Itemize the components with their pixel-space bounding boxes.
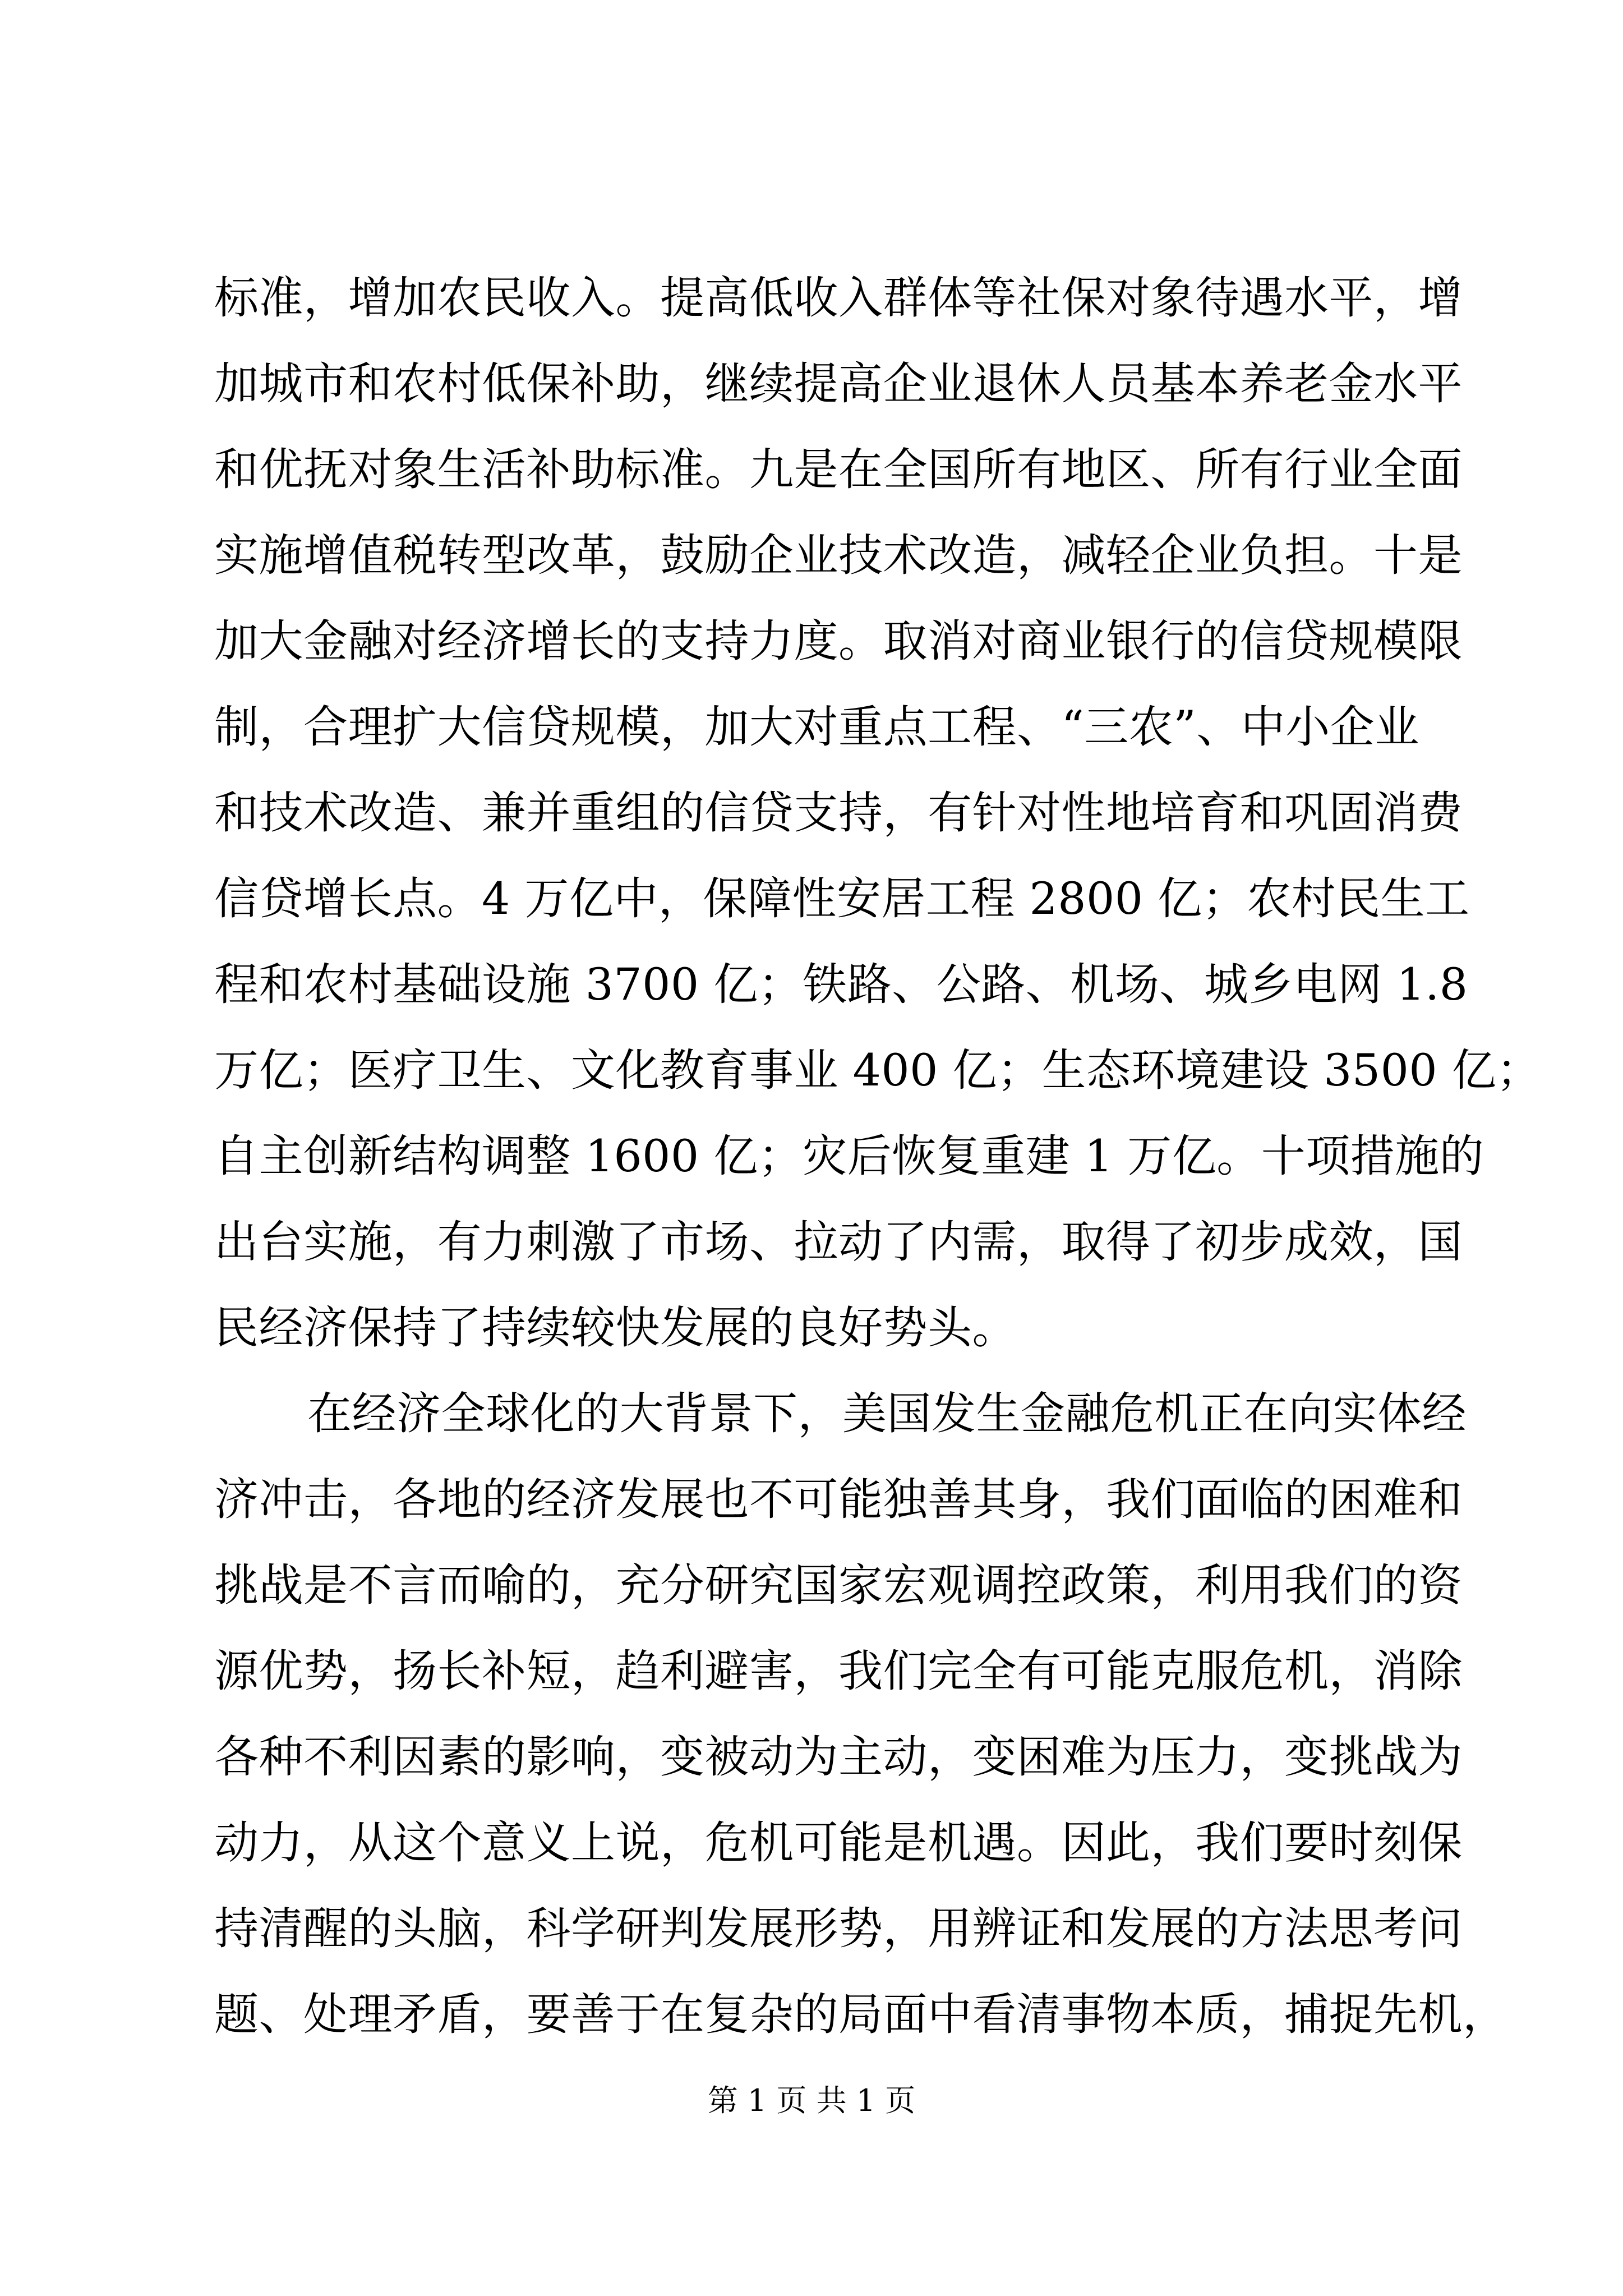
document-body (214, 255, 1541, 2058)
text-line: 各种不利因素的影响，变被动为主动，变困难为压力，变挑战为 (214, 1731, 1463, 1783)
text-line: 制，合理扩大信贷规模，加大对重点工程、“三农”、中小企业 (214, 701, 1419, 753)
text-line: 和技术改造、兼并重组的信贷支持，有针对性地培育和巩固消费 (214, 787, 1463, 839)
text-line: 持清醒的头脑，科学研判发展形势，用辨证和发展的方法思考问 (214, 1903, 1463, 1954)
text-line: 程和农村基础设施 3700 亿；铁路、公路、机场、城乡电网 1.8 (214, 959, 1468, 1010)
page-footer (0, 2081, 1623, 2120)
paragraph-first-line: 在经济全球化的大背景下，美国发生金融危机正在向实体经 (307, 1388, 1467, 1439)
text-line: 源优势，扬长补短，趋利避害，我们完全有可能克服危机，消除 (214, 1645, 1463, 1697)
text-line: 民经济保持了持续较快发展的良好势头。 (214, 1302, 1017, 1354)
text-line: 加大金融对经济增长的支持力度。取消对商业银行的信贷规模限 (214, 615, 1463, 667)
text-line: 济冲击，各地的经济发展也不可能独善其身，我们面临的困难和 (214, 1474, 1463, 1525)
text-line: 信贷增长点。4 万亿中，保障性安居工程 2800 亿；农村民生工 (214, 873, 1470, 924)
text-line: 实施增值税转型改革，鼓励企业技术改造，减轻企业负担。十是 (214, 530, 1463, 581)
text-line: 动力，从这个意义上说，危机可能是机遇。因此，我们要时刻保 (214, 1817, 1463, 1869)
text-line: 标准，增加农民收入。提高低收入群体等社保对象待遇水平，增 (214, 272, 1463, 324)
text-line: 万亿；医疗卫生、文化教育事业 400 亿；生态环境建设 3500 亿； (214, 1045, 1541, 1096)
text-line: 出台实施，有力刺激了市场、拉动了内需，取得了初步成效，国 (214, 1216, 1463, 1268)
text-line: 自主创新结构调整 1600 亿；灾后恢复重建 1 万亿。十项措施的 (214, 1130, 1484, 1182)
text-line: 和优抚对象生活补助标准。九是在全国所有地区、所有行业全面 (214, 444, 1463, 495)
page-number-label: 第 1 页 共 1 页 (707, 2083, 916, 2118)
text-line: 加城市和农村低保补助，继续提高企业退休人员基本养老金水平 (214, 358, 1463, 409)
text-line: 挑战是不言而喻的，充分研究国家宏观调控政策，利用我们的资 (214, 1559, 1463, 1611)
text-line: 题、处理矛盾，要善于在复杂的局面中看清事物本质，捕捉先机， (214, 1989, 1507, 2040)
